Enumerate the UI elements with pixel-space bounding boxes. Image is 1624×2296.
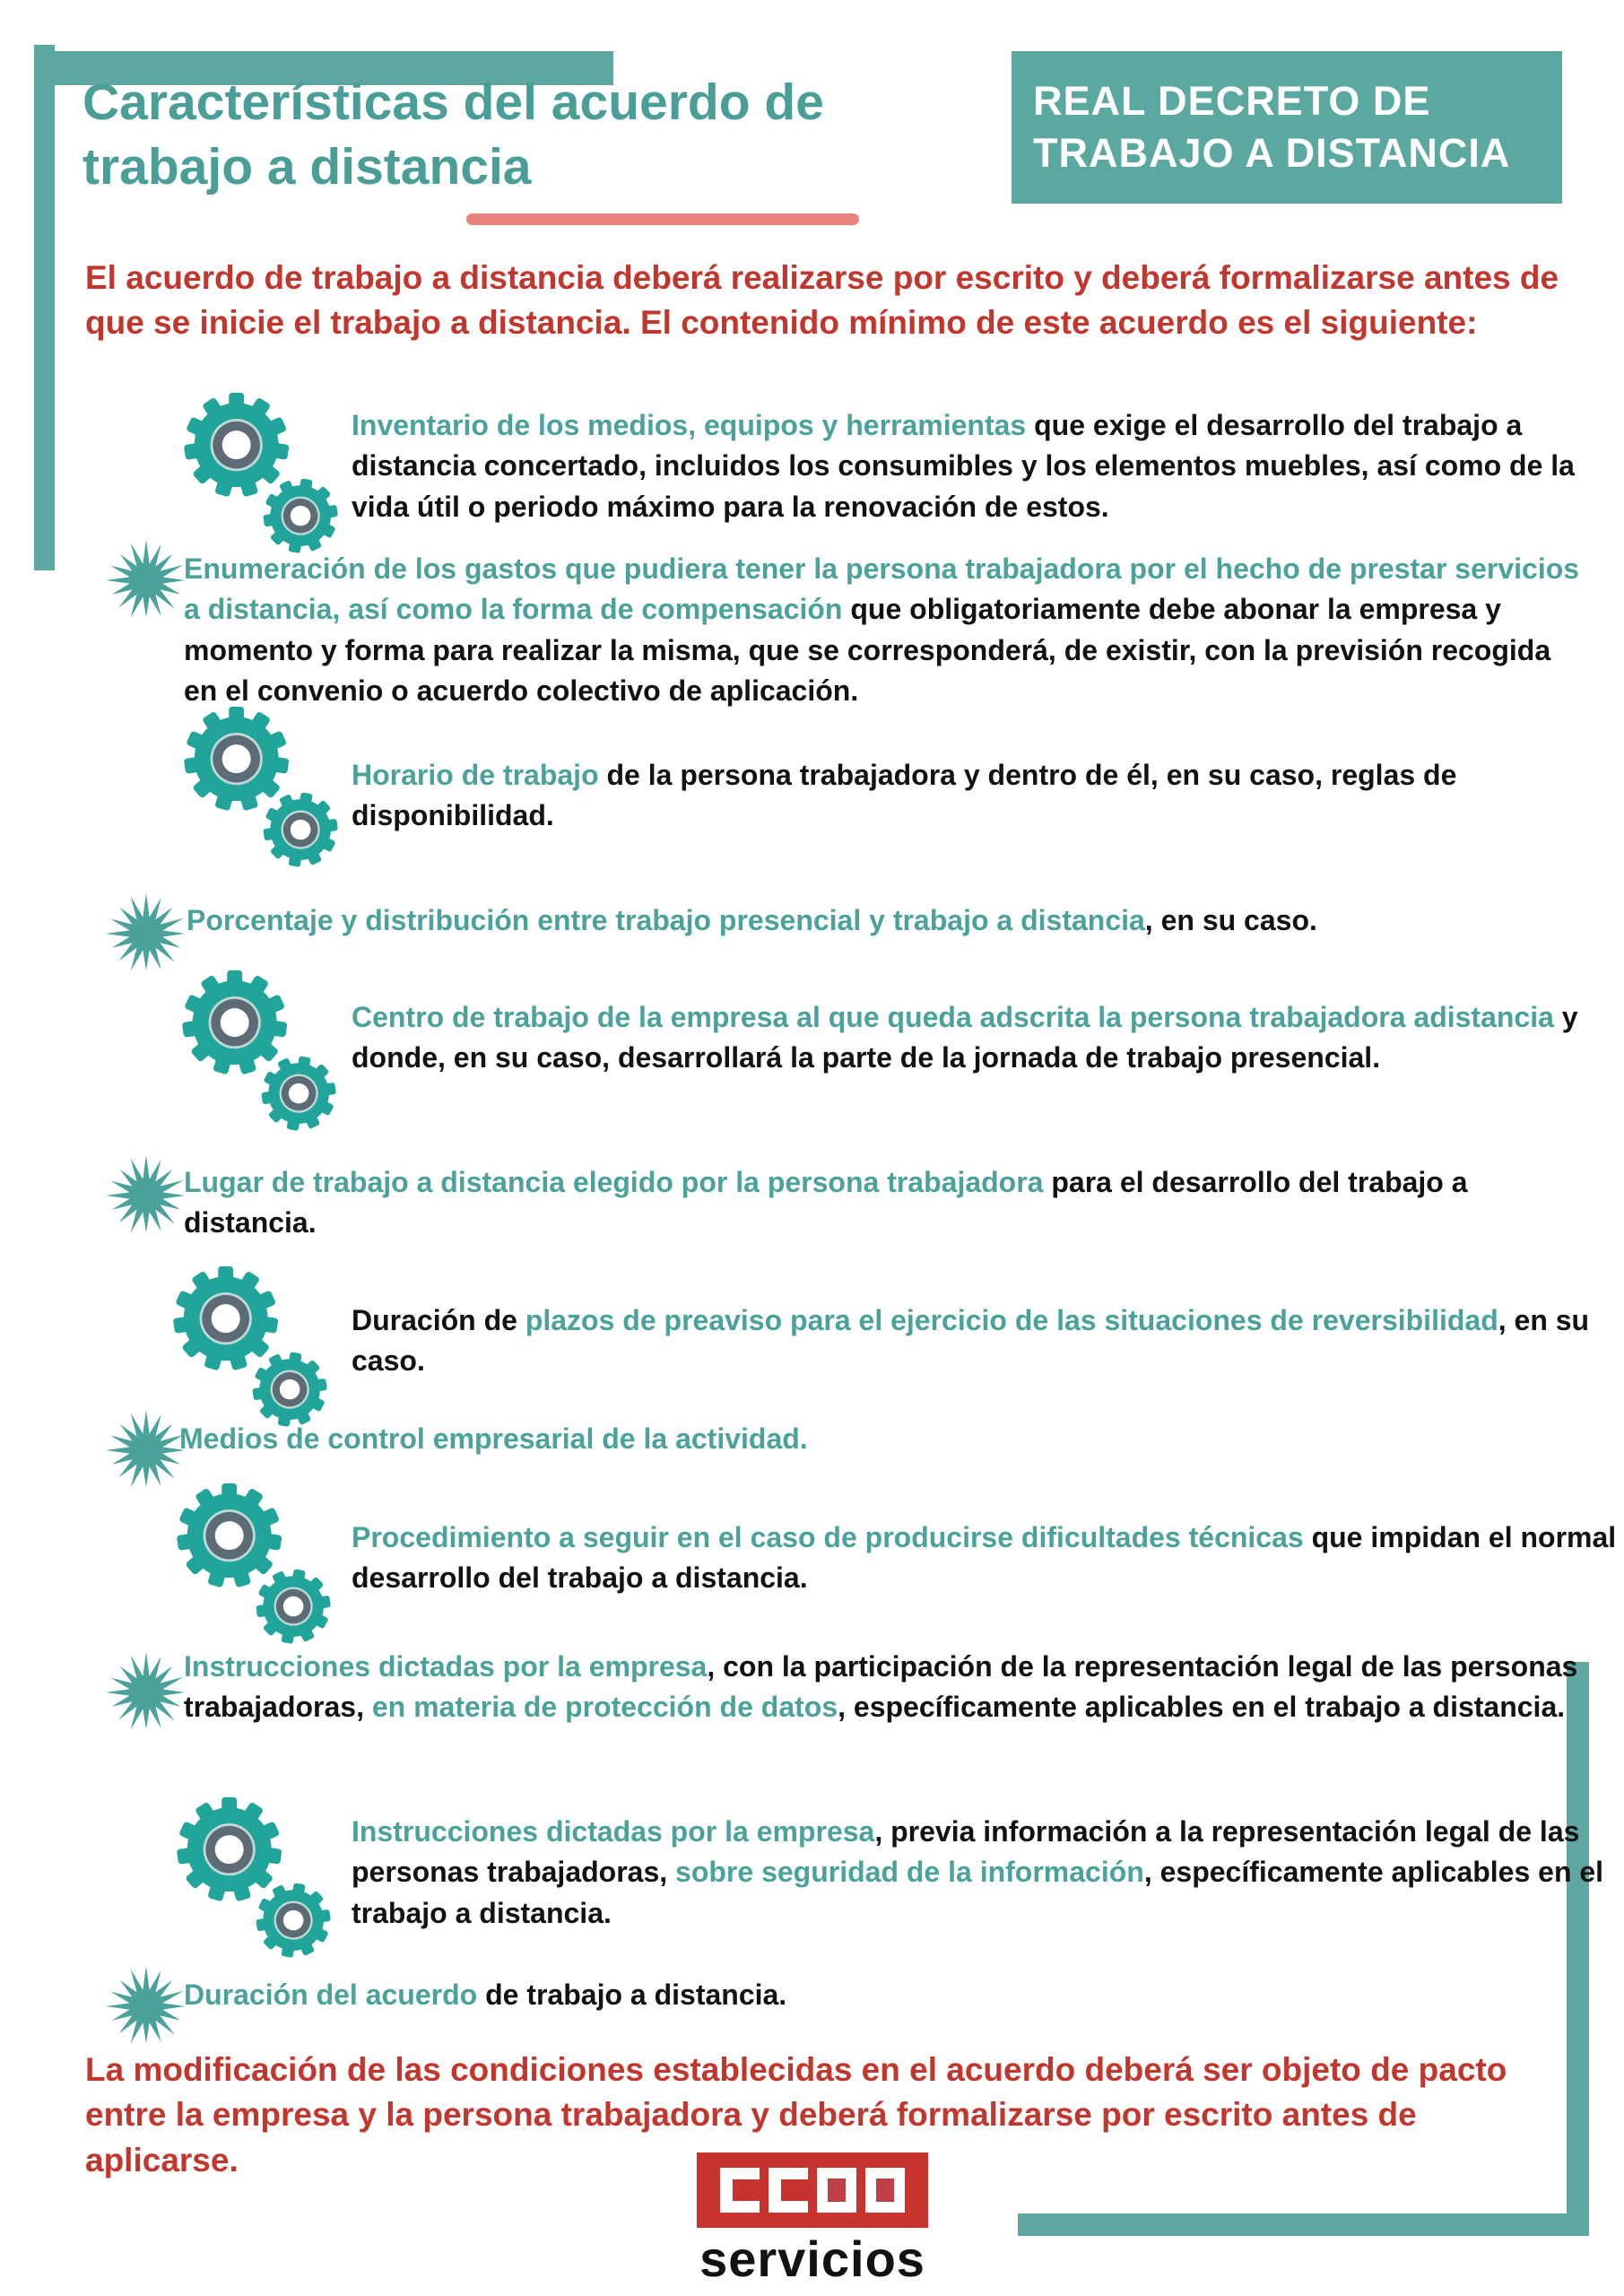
text-segment-teal: Porcentaje y distribución entre trabajo presencial y trabajo a distancia bbox=[187, 904, 1145, 936]
list-item-text bbox=[184, 549, 1587, 712]
text-segment-teal: Medios de control empresarial de la actividad. bbox=[179, 1422, 808, 1455]
list-item-text bbox=[352, 755, 1616, 837]
text-segment-teal: Duración del acuerdo bbox=[184, 1979, 478, 2011]
starburst-icon bbox=[104, 891, 188, 980]
text-segment-teal: plazos de preaviso para el ejercicio de las situaciones de reversibilidad bbox=[525, 1304, 1498, 1336]
text-segment-teal: Procedimiento a seguir en el caso de producirse dificultades técnicas bbox=[352, 1521, 1304, 1553]
banner bbox=[1012, 51, 1562, 204]
banner-line-1: REAL DECRETO DE bbox=[1033, 78, 1431, 125]
page-title: Características del acuerdo de trabajo a distancia bbox=[83, 74, 824, 196]
text-segment-dark: que obligatoriamente debe abonar la empresa y momento y forma para realizar la misma, que se corresponderá, de existir, con la previsión recogida en el convenio o acuerdo colectivo de aplicación. bbox=[184, 593, 1551, 708]
gears-icon bbox=[165, 1265, 334, 1438]
list-item-text bbox=[352, 1300, 1624, 1382]
text-segment-dark: Duración de bbox=[352, 1304, 525, 1336]
text-segment-dark: , con la participación de la representación legal de las personas trabajadoras, bbox=[184, 1650, 1578, 1724]
starburst-icon bbox=[104, 538, 188, 627]
text-segment-dark: , específicamente aplicables en el trabajo a distancia. bbox=[352, 1856, 1604, 1929]
text-segment-dark: de trabajo a distancia. bbox=[477, 1979, 787, 2011]
text-segment-dark: que impidan el normal desarrollo del trabajo a distancia. bbox=[352, 1521, 1617, 1595]
ccoo-logo-icon bbox=[697, 2152, 928, 2228]
list-item-text bbox=[184, 1975, 1439, 2015]
text-segment-dark: , en su caso. bbox=[1144, 904, 1317, 936]
ccoo-logo bbox=[697, 2152, 928, 2228]
text-segment-teal: Inventario de los medios, equipos y herramientas bbox=[352, 409, 1027, 441]
list-item-text bbox=[352, 997, 1624, 1079]
text-segment-dark: que exige el desarrollo del trabajo a distancia concertado, incluidos los consumibles y los elementos muebles, así como de la vida útil o periodo máximo para la renovación de estos. bbox=[352, 409, 1575, 523]
intro-paragraph: El acuerdo de trabajo a distancia deberá realizarse por escrito y deberá formalizarse antes de que se inicie el trabajo a distancia. El contenido mínimo de este acuerdo es el siguiente: bbox=[85, 259, 1559, 342]
list-item-text bbox=[352, 1812, 1624, 1934]
text-segment-teal: Horario de trabajo bbox=[352, 759, 599, 791]
gears-icon bbox=[174, 969, 343, 1142]
gears-icon bbox=[176, 705, 344, 878]
list-item-text bbox=[187, 900, 1590, 941]
list-item-text bbox=[184, 1647, 1587, 1728]
text-segment-teal: Instrucciones dictadas por la empresa bbox=[184, 1650, 708, 1683]
list-item-text bbox=[352, 1518, 1624, 1599]
text-segment-dark: de la persona trabajadora y dentro de él, en su caso, reglas de disponibilidad. bbox=[352, 759, 1457, 832]
banner-line-2: TRABAJO A DISTANCIA bbox=[1033, 130, 1511, 176]
gears-icon bbox=[176, 391, 344, 564]
list-item-text bbox=[179, 1419, 1435, 1459]
bottom-right-frame-vertical-bar bbox=[1567, 1662, 1589, 2236]
gears-icon bbox=[169, 1482, 337, 1655]
closing-paragraph: La modificación de las condiciones establecidas en el acuerdo deberá ser objeto de pacto entre la empresa y la persona trabajadora y deberá formalizarse por escrito antes de aplicarse. bbox=[85, 2051, 1507, 2179]
text-segment-teal: en materia de protección de datos bbox=[371, 1691, 838, 1724]
title-underline bbox=[466, 213, 859, 225]
list-item-text bbox=[184, 1162, 1556, 1244]
text-segment-dark: para el desarrollo del trabajo a distancia. bbox=[184, 1166, 1468, 1239]
text-segment-teal: Lugar de trabajo a distancia elegido por la persona trabajadora bbox=[184, 1166, 1044, 1198]
text-segment-dark: , en su caso. bbox=[352, 1304, 1590, 1378]
text-segment-dark: , específicamente aplicables en el trabajo a distancia. bbox=[838, 1691, 1566, 1724]
text-segment-dark: , previa información a la representación legal de las personas trabajadoras, bbox=[352, 1815, 1580, 1889]
text-segment-teal: Instrucciones dictadas por la empresa bbox=[352, 1815, 875, 1848]
text-segment-teal: Enumeración de los gastos que pudiera tener la persona trabajadora por el hecho de prestar servicios a distancia, así como la forma de compensación bbox=[184, 552, 1580, 626]
logo-subtext: servicios bbox=[699, 2231, 925, 2287]
text-segment-teal: sobre seguridad de la información bbox=[675, 1856, 1144, 1889]
text-segment-teal: Centro de trabajo de la empresa al que queda adscrita la persona trabajadora adistancia bbox=[352, 1001, 1554, 1033]
top-left-frame-vertical-bar bbox=[34, 45, 55, 570]
starburst-icon bbox=[104, 1153, 188, 1242]
list-item-text bbox=[352, 405, 1611, 527]
bottom-right-frame-horizontal-bar bbox=[1018, 2213, 1589, 2236]
text-segment-dark: y donde, en su caso, desarrollará la parte de la jornada de trabajo presencial. bbox=[352, 1001, 1578, 1074]
gears-icon bbox=[169, 1796, 337, 1969]
starburst-icon bbox=[104, 1964, 188, 2053]
starburst-icon bbox=[104, 1650, 188, 1739]
